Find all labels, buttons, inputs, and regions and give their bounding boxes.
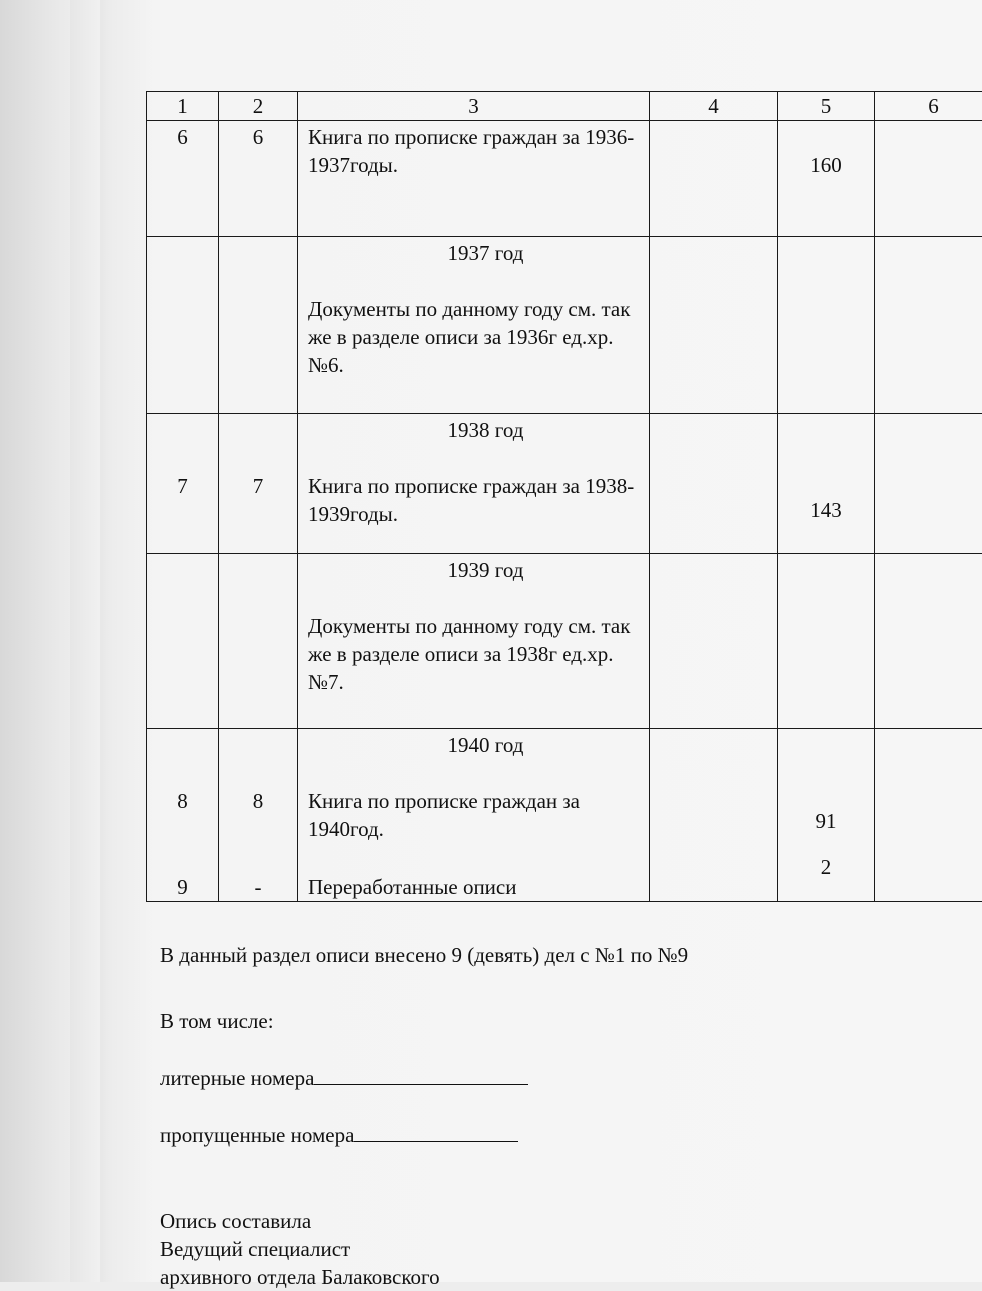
serial-number-value: 9	[147, 873, 218, 901]
year-heading: 1937 год	[328, 239, 643, 267]
sheet-count: 143	[778, 414, 875, 554]
item-title: Книга по прописке граждан за 1936-1937годы.	[298, 121, 650, 237]
column-header: 1	[147, 92, 219, 121]
item-number-value: -	[219, 873, 297, 901]
sheet-count	[778, 554, 875, 729]
table-row	[147, 121, 982, 237]
serial-number: 7	[147, 414, 219, 554]
table-header-row	[147, 92, 982, 121]
item-title: Книга по прописке граждан за 1940год.	[308, 787, 643, 843]
serial-number	[147, 554, 219, 729]
dates-cell	[650, 729, 778, 902]
item-cell	[298, 554, 650, 729]
item-number-value: 8	[219, 787, 297, 815]
sheet-count	[778, 237, 875, 414]
table-row	[147, 414, 982, 554]
missed-numbers-blank	[354, 1121, 518, 1142]
item-number: 6	[219, 121, 298, 237]
liter-numbers-line	[160, 1064, 528, 1092]
item-title: Переработанные описи	[308, 873, 643, 901]
liter-numbers-blank	[314, 1064, 528, 1085]
summary-line: В данный раздел описи внесено 9 (девять) дел с №1 по №9	[160, 941, 688, 969]
dates-cell	[650, 237, 778, 414]
position-title: Ведущий специалист	[160, 1235, 350, 1263]
serial-number: 6	[147, 121, 219, 237]
sheet-count: 160	[778, 121, 875, 237]
column-header: 6	[875, 92, 982, 121]
sheet-count-value: 2	[778, 853, 874, 881]
table-row	[147, 554, 982, 729]
column-header: 3	[298, 92, 650, 121]
item-number: 7	[219, 414, 298, 554]
sheet-count-value: 91	[778, 807, 874, 835]
serial-number	[147, 729, 219, 902]
notes-cell	[875, 554, 982, 729]
year-heading: 1940 год	[328, 731, 643, 759]
serial-number-value: 8	[147, 787, 218, 815]
item-number	[219, 729, 298, 902]
serial-number	[147, 237, 219, 414]
item-number	[219, 237, 298, 414]
department-name: архивного отдела Балаковского	[160, 1263, 440, 1291]
item-number	[219, 554, 298, 729]
inventory-table	[146, 91, 982, 902]
dates-cell	[650, 121, 778, 237]
year-heading: 1938 год	[328, 416, 643, 444]
including-label: В том числе:	[160, 1007, 274, 1035]
sheet-count	[778, 729, 875, 902]
liter-numbers-label: литерные номера	[160, 1066, 314, 1090]
notes-cell	[875, 237, 982, 414]
item-title: Документы по данному году см. так же в разделе описи за 1936г ед.хр. №6.	[308, 297, 630, 377]
item-cell	[298, 729, 650, 902]
dates-cell	[650, 554, 778, 729]
column-header: 2	[219, 92, 298, 121]
item-cell	[298, 237, 650, 414]
notes-cell	[875, 414, 982, 554]
notes-cell	[875, 729, 982, 902]
notes-cell	[875, 121, 982, 237]
item-title: Документы по данному году см. так же в разделе описи за 1938г ед.хр. №7.	[308, 614, 630, 694]
compiled-by: Опись составила	[160, 1207, 311, 1235]
dates-cell	[650, 414, 778, 554]
table-row	[147, 237, 982, 414]
item-cell	[298, 414, 650, 554]
missed-numbers-label: пропущенные номера	[160, 1123, 354, 1147]
year-heading: 1939 год	[328, 556, 643, 584]
missed-numbers-line	[160, 1121, 518, 1149]
column-header: 5	[778, 92, 875, 121]
table-row	[147, 729, 982, 902]
item-title: Книга по прописке граждан за 1938-1939годы.	[308, 474, 634, 526]
column-header: 4	[650, 92, 778, 121]
